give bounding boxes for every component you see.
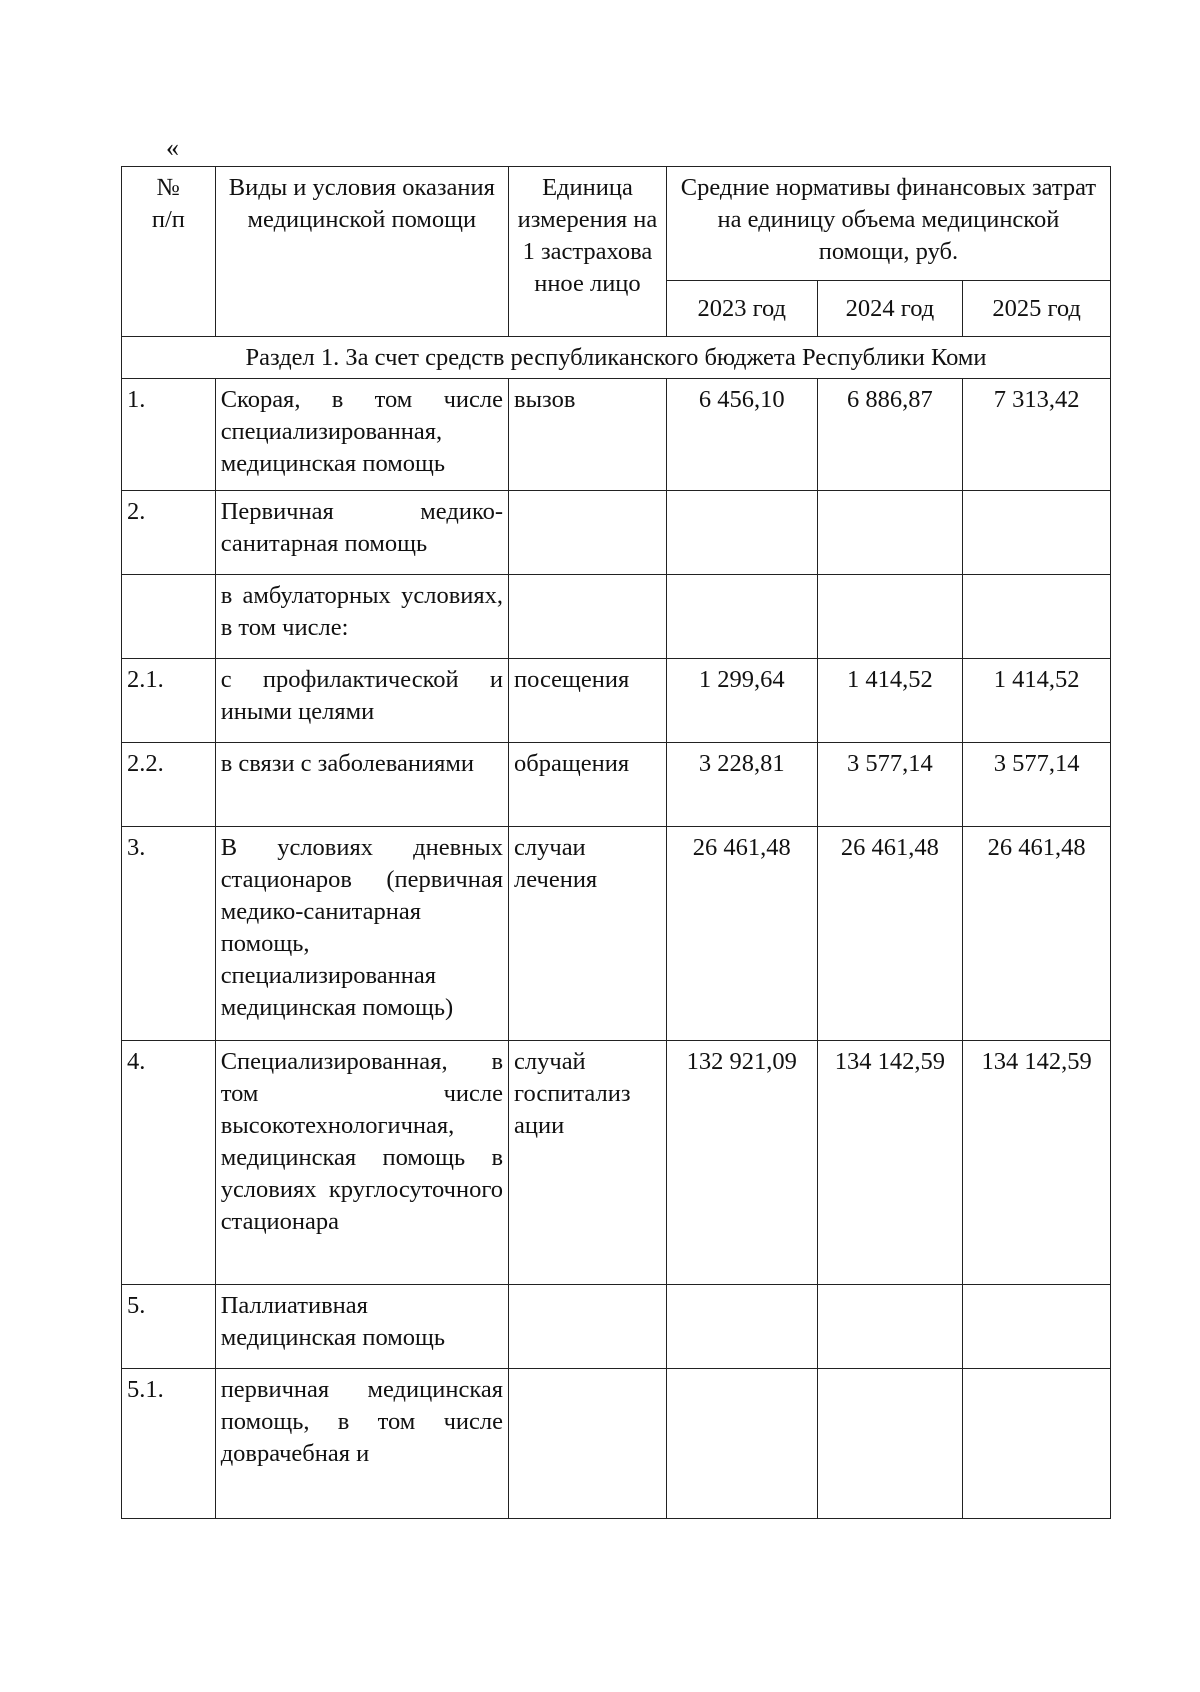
row-value-2025: 134 142,59	[963, 1041, 1111, 1285]
row-unit: посещения	[509, 659, 667, 743]
row-value-2025	[963, 1369, 1111, 1519]
row-value-2023	[666, 1369, 817, 1519]
header-year-2025: 2025 год	[963, 281, 1111, 337]
header-col-unit: Единица измерения на 1 застрахова нное лицо	[509, 167, 667, 337]
row-value-2025: 26 461,48	[963, 827, 1111, 1041]
row-value-2024	[817, 1285, 963, 1369]
row-unit: вызов	[509, 379, 667, 491]
row-value-2025: 1 414,52	[963, 659, 1111, 743]
row-number: 5.1.	[122, 1369, 216, 1519]
row-value-2023: 26 461,48	[666, 827, 817, 1041]
row-value-2025: 7 313,42	[963, 379, 1111, 491]
row-value-2025: 3 577,14	[963, 743, 1111, 827]
row-number: 2.2.	[122, 743, 216, 827]
section-title: Раздел 1. За счет средств республиканского бюджета Республики Коми	[122, 337, 1111, 379]
table-row	[122, 379, 1111, 491]
row-unit: случаи лечения	[509, 827, 667, 1041]
row-value-2023	[666, 1285, 817, 1369]
header-row	[122, 167, 1111, 281]
row-value-2023: 6 456,10	[666, 379, 817, 491]
row-number: 3.	[122, 827, 216, 1041]
row-number: 2.	[122, 491, 216, 575]
row-number: 2.1.	[122, 659, 216, 743]
row-value-2024: 26 461,48	[817, 827, 963, 1041]
row-value-2024	[817, 491, 963, 575]
row-number	[122, 575, 216, 659]
row-number: 4.	[122, 1041, 216, 1285]
row-description: Специализированная, в том числе высокотехнологичная, медицинская помощь в условиях круглосуточного стационара	[215, 1041, 508, 1285]
row-value-2023	[666, 575, 817, 659]
table-row	[122, 1041, 1111, 1285]
row-description: в амбулаторных условиях, в том числе:	[215, 575, 508, 659]
row-value-2023: 132 921,09	[666, 1041, 817, 1285]
table-row	[122, 659, 1111, 743]
row-unit: случай госпитализ ации	[509, 1041, 667, 1285]
header-year-2023: 2023 год	[666, 281, 817, 337]
section-row	[122, 337, 1111, 379]
table-row	[122, 1369, 1111, 1519]
row-description: В условиях дневных стационаров (первичная медико-санитарная помощь, специализированная медицинская помощь)	[215, 827, 508, 1041]
table-row	[122, 827, 1111, 1041]
row-description: первичная медицинская помощь, в том числе доврачебная и	[215, 1369, 508, 1519]
row-value-2025	[963, 575, 1111, 659]
row-number: 5.	[122, 1285, 216, 1369]
row-value-2025	[963, 491, 1111, 575]
table-row	[122, 575, 1111, 659]
row-unit: обращения	[509, 743, 667, 827]
row-value-2024	[817, 1369, 963, 1519]
table-row	[122, 743, 1111, 827]
table-row	[122, 1285, 1111, 1369]
row-description: в связи с заболеваниями	[215, 743, 508, 827]
row-value-2024: 134 142,59	[817, 1041, 963, 1285]
row-number: 1.	[122, 379, 216, 491]
row-value-2024: 3 577,14	[817, 743, 963, 827]
row-value-2024: 1 414,52	[817, 659, 963, 743]
row-value-2024: 6 886,87	[817, 379, 963, 491]
table-row	[122, 491, 1111, 575]
row-value-2023: 3 228,81	[666, 743, 817, 827]
financial-norms-table	[121, 166, 1111, 1519]
row-unit	[509, 491, 667, 575]
row-description: Скорая, в том числе специализированная, медицинская помощь	[215, 379, 508, 491]
row-unit	[509, 1369, 667, 1519]
row-value-2025	[963, 1285, 1111, 1369]
header-year-2024: 2024 год	[817, 281, 963, 337]
row-value-2023: 1 299,64	[666, 659, 817, 743]
header-col-norms: Средние нормативы финансовых затрат на единицу объема медицинской помощи, руб.	[666, 167, 1110, 281]
row-unit	[509, 575, 667, 659]
row-description: с профилактической и иными целями	[215, 659, 508, 743]
row-unit	[509, 1285, 667, 1369]
opening-quote: «	[166, 133, 179, 162]
row-value-2024	[817, 575, 963, 659]
row-description: Паллиативная медицинская помощь	[215, 1285, 508, 1369]
row-description: Первичная медико-санитарная помощь	[215, 491, 508, 575]
header-col-number: № п/п	[122, 167, 216, 337]
row-value-2023	[666, 491, 817, 575]
header-col-type: Виды и условия оказания медицинской помощи	[215, 167, 508, 337]
